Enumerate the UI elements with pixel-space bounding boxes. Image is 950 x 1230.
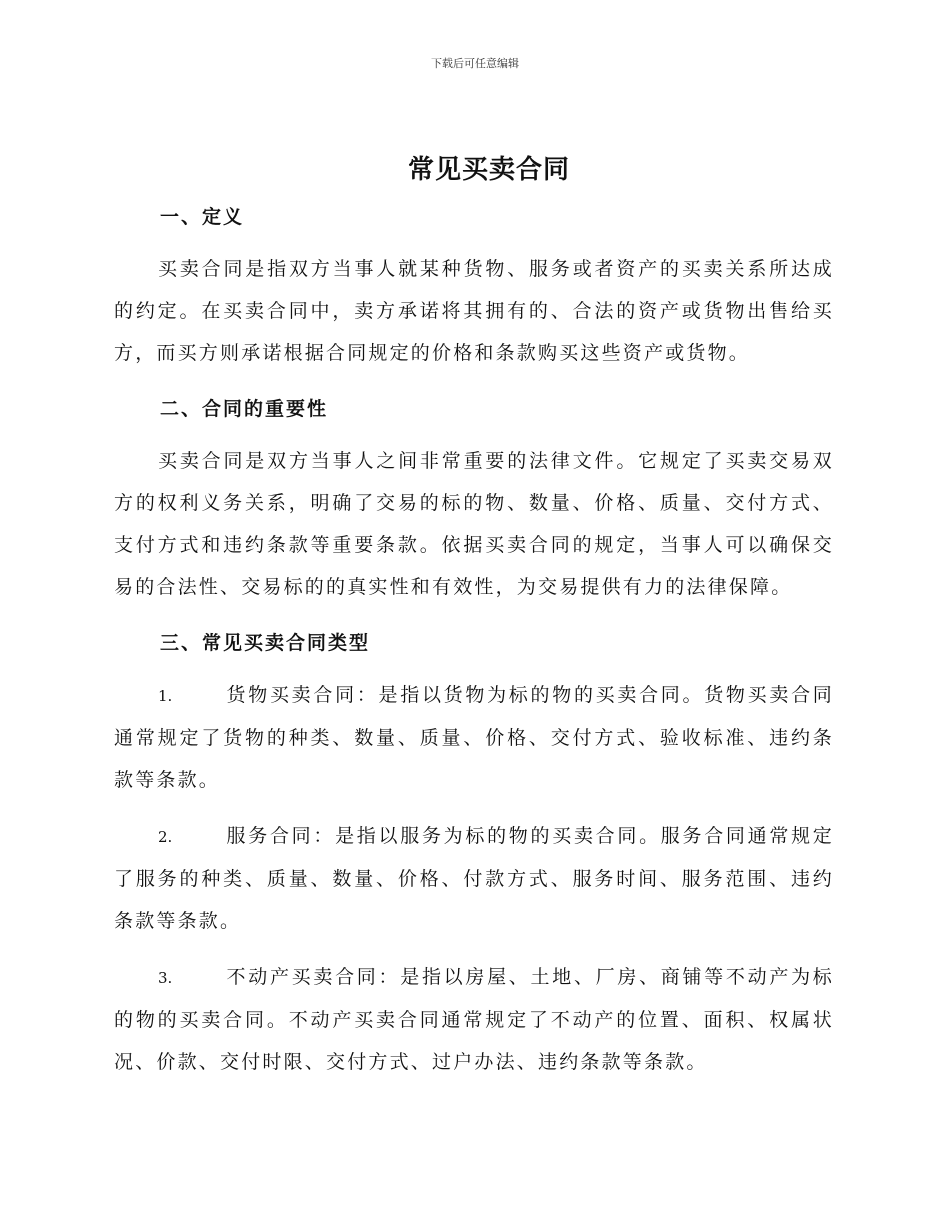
- document-body: [114, 148, 834, 1083]
- list-number: 1.: [158, 687, 173, 705]
- section-heading-definition: 一、定义: [160, 206, 245, 228]
- list-item-real-estate-contract: [114, 956, 834, 1083]
- paragraph-importance: 买卖合同是双方当事人之间非常重要的法律文件。它规定了买卖交易双方的权利义务关系，明确了交易的标的物、数量、价格、质量、交付方式、支付方式和违约条款等重要条款。依据买卖合同的规定，当事人可以确保交易的合法性、交易标的的真实性和有效性，为交易提供有力的法律保障。: [114, 450, 834, 598]
- list-number: 2.: [158, 828, 173, 846]
- paragraph-definition: 买卖合同是指双方当事人就某种货物、服务或者资产的买卖关系所达成的约定。在买卖合同中，卖方承诺将其拥有的、合法的资产或货物出售给买方，而买方则承诺根据合同规定的价格和条款购买这些资产或货物。: [114, 258, 834, 364]
- section-heading-types: 三、常见买卖合同类型: [160, 632, 371, 654]
- document-title: 常见买卖合同: [407, 155, 570, 185]
- list-item-text: 货物买卖合同：是指以货物为标的物的买卖合同。货物买卖合同通常规定了货物的种类、数量、质量、价格、交付方式、验收标准、违约条款等条款。: [114, 684, 834, 791]
- list-item-service-contract: [114, 815, 834, 942]
- list-item-text: 服务合同：是指以服务为标的物的买卖合同。服务合同通常规定了服务的种类、质量、数量、价格、付款方式、服务时间、服务范围、违约条款等条款。: [114, 825, 834, 932]
- list-number: 3.: [158, 969, 173, 987]
- header-note: 下载后可任意编辑: [431, 57, 519, 70]
- list-item-goods-contract: [114, 674, 834, 801]
- section-heading-importance: 二、合同的重要性: [160, 398, 329, 420]
- list-item-text: 不动产买卖合同：是指以房屋、土地、厂房、商铺等不动产为标的物的买卖合同。不动产买卖合同通常规定了不动产的位置、面积、权属状况、价款、交付时限、交付方式、过户办法、违约条款等条款。: [114, 966, 834, 1073]
